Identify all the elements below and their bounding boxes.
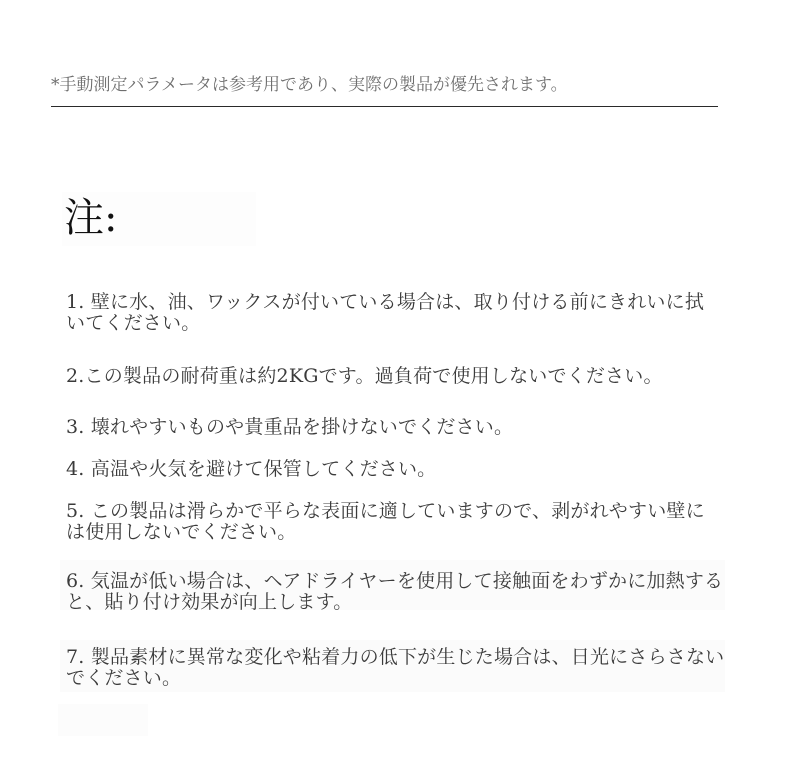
note-item-7: 7. 製品素材に異常な変化や粘着力の低下が生じた場合は、日光にさらさないでください。 [66, 646, 725, 689]
note-item-2: 2.この製品の耐荷重は約2KGです。過負荷で使用しないでください。 [66, 365, 663, 387]
notes-title: 注: [64, 195, 118, 241]
note-item-5: 5. この製品は滑らかで平らな表面に適していますので、剥がれやすい壁には使用しないでください。 [66, 500, 705, 543]
note-item-6: 6. 気温が低い場合は、ヘアドライヤーを使用して接触面をわずかに加熱すると、貼り付け効果が向上します。 [66, 570, 724, 613]
divider-line [51, 106, 718, 107]
disclaimer-text: *手動測定パラメータは参考用であり、実際の製品が優先されます。 [51, 75, 568, 95]
note-item-1: 1. 壁に水、油、ワックスが付いている場合は、取り付ける前にきれいに拭いてください。 [66, 291, 705, 334]
background-smudge [58, 704, 148, 736]
note-item-3: 3. 壊れやすいものや貴重品を掛けないでください。 [66, 416, 514, 438]
note-item-4: 4. 高温や火気を避けて保管してください。 [66, 458, 437, 480]
